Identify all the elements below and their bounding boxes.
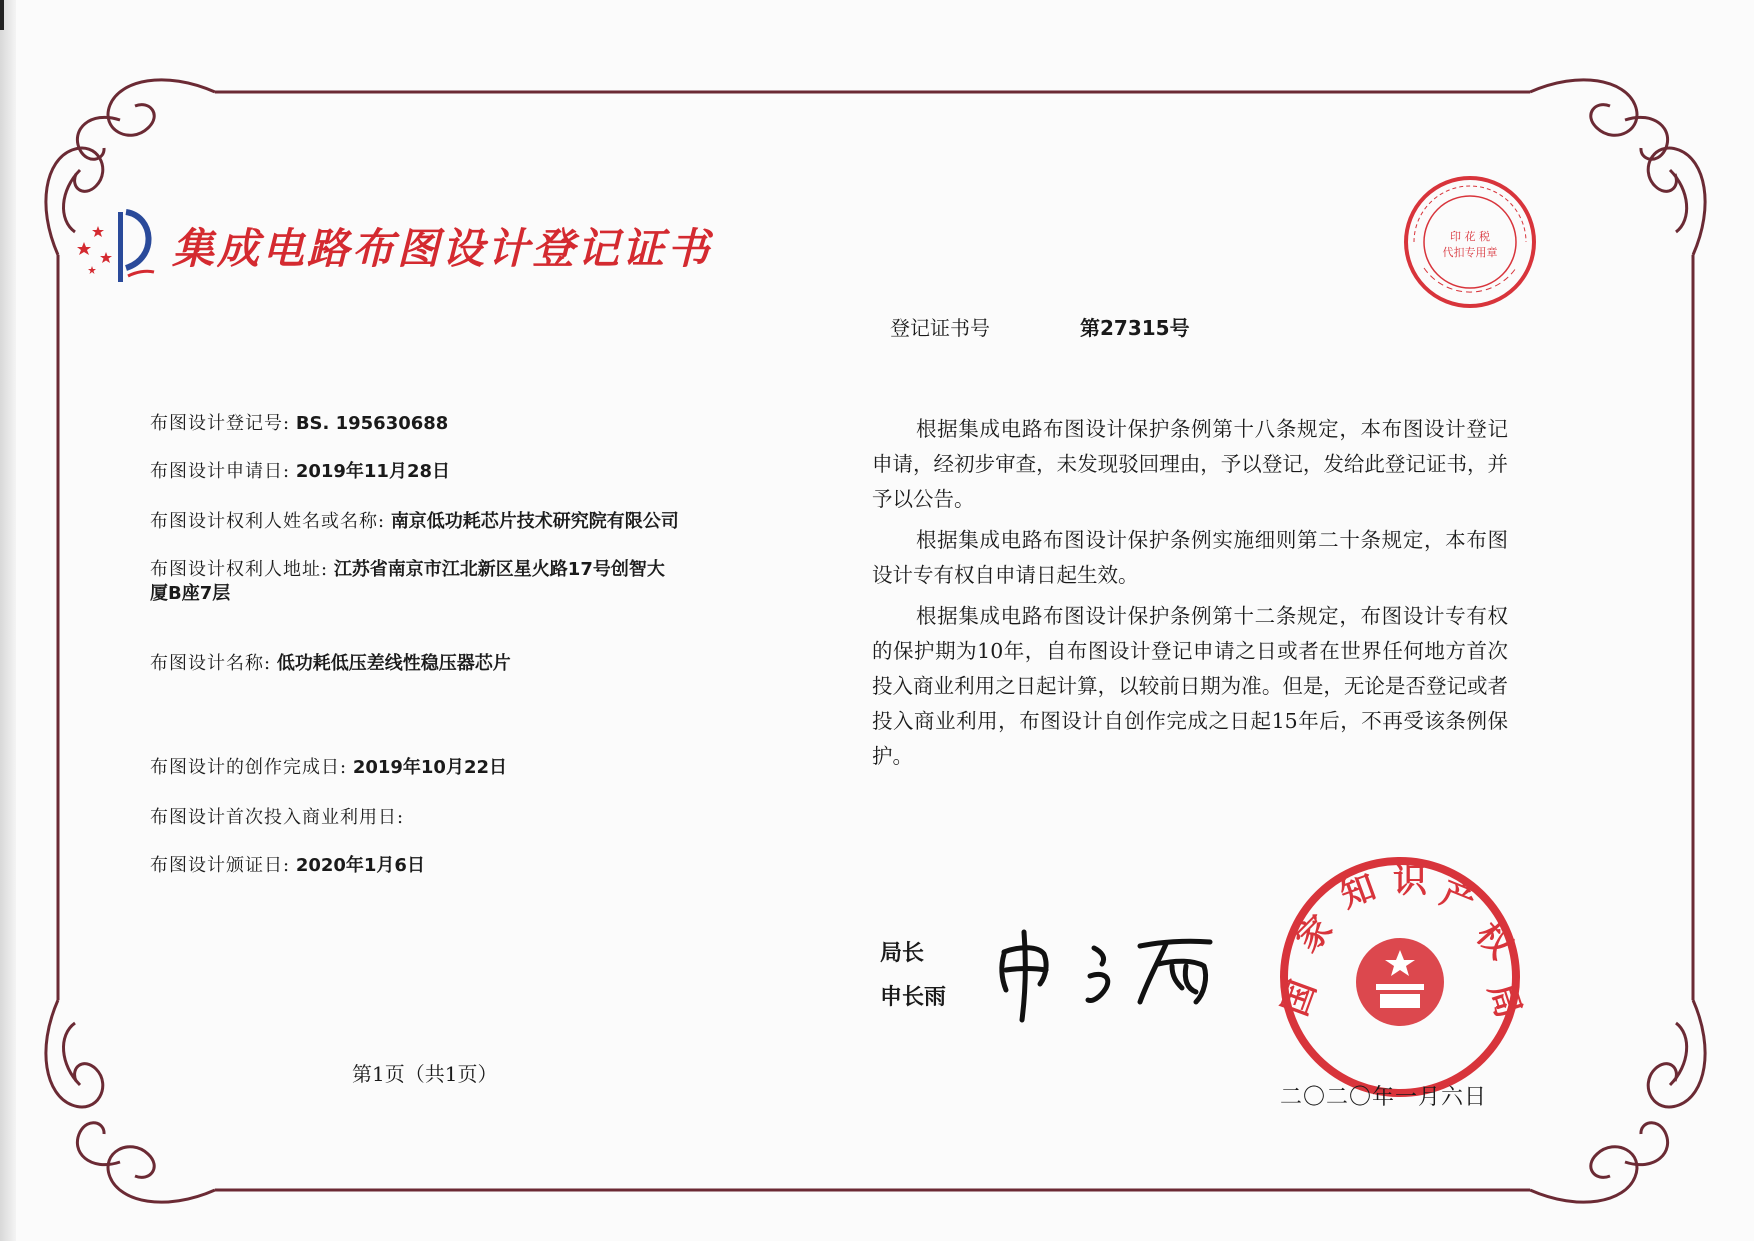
field-application-date xyxy=(150,460,680,484)
legal-paragraph: 根据集成电路布图设计保护条例实施细则第二十条规定，本布图设计专有权自申请日起生效。 xyxy=(872,528,1508,587)
field-label: 布图设计首次投入商业利用日: xyxy=(150,807,405,828)
field-label: 布图设计权利人地址: xyxy=(150,559,329,580)
svg-text:权: 权 xyxy=(1467,914,1521,967)
field-label: 布图设计名称: xyxy=(150,653,272,674)
tax-stamp-seal xyxy=(1400,172,1540,312)
ic-layout-logo-icon xyxy=(76,206,158,286)
svg-text:印 花 税: 印 花 税 xyxy=(1450,230,1490,243)
field-value: 2019年11月28日 xyxy=(295,461,451,482)
director-block xyxy=(880,932,946,1020)
field-design-name xyxy=(150,652,680,676)
svg-text:知: 知 xyxy=(1335,867,1382,917)
legal-paragraph: 根据集成电路布图设计保护条例第十八条规定，本布图设计登记申请，经初步审查，未发现驳回理由，予以登记，发给此登记证书，并予以公告。 xyxy=(872,417,1508,511)
handwritten-signature xyxy=(990,918,1230,1028)
field-label: 布图设计权利人姓名或名称: xyxy=(150,511,386,532)
certificate-header xyxy=(76,206,712,286)
national-ip-office-seal xyxy=(1270,852,1530,1102)
field-registration-number xyxy=(150,412,680,436)
field-value: 2019年10月22日 xyxy=(352,757,508,778)
field-label: 布图设计申请日: xyxy=(150,461,291,482)
field-holder-name xyxy=(150,510,680,534)
svg-text:产: 产 xyxy=(1434,872,1482,923)
director-title: 局长 xyxy=(880,941,925,966)
field-holder-address xyxy=(150,558,680,606)
field-issue-date xyxy=(150,854,680,878)
certificate-title: 集成电路布图设计登记证书 xyxy=(172,224,713,273)
cert-number-label: 登记证书号 xyxy=(890,316,990,340)
svg-text:代扣专用章: 代扣专用章 xyxy=(1442,246,1498,259)
field-value: 江苏省南京市江北新区星火路17号创智大厦B座7层 xyxy=(150,559,665,604)
field-value: BS. 195630688 xyxy=(295,413,449,434)
field-label: 布图设计的创作完成日: xyxy=(150,757,348,778)
svg-text:识: 识 xyxy=(1393,861,1427,901)
legal-statement xyxy=(872,412,1508,780)
issue-date-chinese: 二〇二〇年一月六日 xyxy=(1280,1085,1488,1110)
director-name: 申长雨 xyxy=(880,985,947,1010)
svg-text:国: 国 xyxy=(1275,975,1325,1022)
page-number: 第1页（共1页） xyxy=(352,1062,498,1086)
svg-text:局: 局 xyxy=(1480,978,1529,1023)
cert-number-value: 第27315号 xyxy=(1080,316,1190,340)
field-value: 低功耗低压差线性稳压器芯片 xyxy=(276,653,511,674)
field-value: 2020年1月6日 xyxy=(295,855,425,876)
field-commercial-use-date xyxy=(150,806,680,830)
field-label: 布图设计登记号: xyxy=(150,413,291,434)
svg-text:家: 家 xyxy=(1288,908,1341,961)
legal-paragraph: 根据集成电路布图设计保护条例第十二条规定，布图设计专有权的保护期为10年，自布图设计登记申请之日或者在世界任何地方首次投入商业利用之日起计算，以较前日期为准。但是，无论是否登记或者投入商业利用，布图设计自创作完成之日起15年后，不再受该条例保护。 xyxy=(872,604,1508,768)
field-creation-date xyxy=(150,756,680,780)
field-value: 南京低功耗芯片技术研究院有限公司 xyxy=(390,511,679,532)
field-label: 布图设计颁证日: xyxy=(150,855,291,876)
